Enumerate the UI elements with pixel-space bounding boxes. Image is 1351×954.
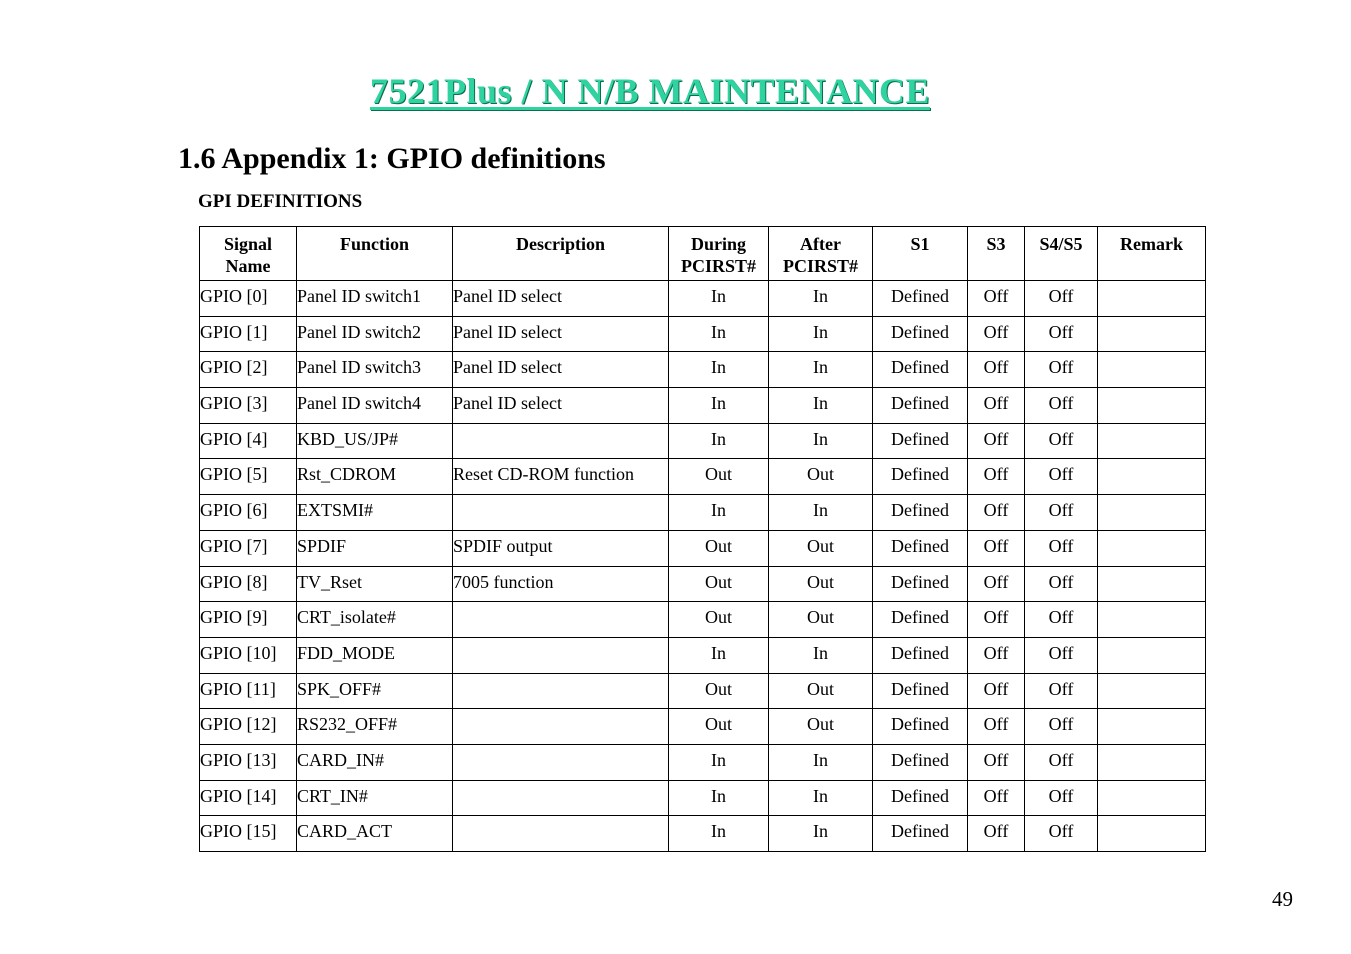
cell-signal-name: GPIO [10]	[200, 637, 297, 673]
cell-during-pcirst: In	[669, 744, 769, 780]
cell-remark	[1098, 673, 1206, 709]
cell-after-pcirst: In	[769, 780, 873, 816]
cell-description: Panel ID select	[453, 388, 669, 424]
cell-description: SPDIF output	[453, 530, 669, 566]
cell-s4-s5: Off	[1025, 673, 1098, 709]
cell-after-pcirst: In	[769, 495, 873, 531]
cell-s3: Off	[968, 495, 1025, 531]
cell-description: Panel ID select	[453, 316, 669, 352]
cell-remark	[1098, 602, 1206, 638]
cell-remark	[1098, 316, 1206, 352]
cell-signal-name: GPIO [0]	[200, 281, 297, 317]
column-header-line: Name	[225, 256, 271, 276]
cell-s4-s5: Off	[1025, 709, 1098, 745]
cell-during-pcirst: In	[669, 316, 769, 352]
cell-s1: Defined	[873, 673, 968, 709]
cell-function: Panel ID switch4	[297, 388, 453, 424]
cell-description	[453, 709, 669, 745]
cell-signal-name: GPIO [7]	[200, 530, 297, 566]
column-header-line: During	[690, 234, 746, 254]
cell-s4-s5: Off	[1025, 637, 1098, 673]
cell-description	[453, 673, 669, 709]
section-heading: 1.6 Appendix 1: GPIO definitions	[178, 142, 606, 175]
cell-s3: Off	[968, 423, 1025, 459]
cell-function: Rst_CDROM	[297, 459, 453, 495]
cell-remark	[1098, 281, 1206, 317]
column-header-line: After	[800, 234, 841, 254]
cell-signal-name: GPIO [6]	[200, 495, 297, 531]
cell-function: CARD_IN#	[297, 744, 453, 780]
cell-function: Panel ID switch1	[297, 281, 453, 317]
cell-after-pcirst: Out	[769, 530, 873, 566]
column-header-line: PCIRST#	[782, 256, 858, 276]
cell-s3: Off	[968, 780, 1025, 816]
cell-description: Reset CD-ROM function	[453, 459, 669, 495]
cell-description: Panel ID select	[453, 352, 669, 388]
cell-s1: Defined	[873, 709, 968, 745]
column-header-line: S1	[910, 234, 930, 254]
cell-during-pcirst: In	[669, 637, 769, 673]
cell-remark	[1098, 388, 1206, 424]
cell-s4-s5: Off	[1025, 495, 1098, 531]
cell-s1: Defined	[873, 423, 968, 459]
cell-description	[453, 423, 669, 459]
cell-after-pcirst: In	[769, 423, 873, 459]
cell-after-pcirst: In	[769, 816, 873, 852]
cell-s3: Off	[968, 530, 1025, 566]
cell-s4-s5: Off	[1025, 566, 1098, 602]
column-header-signal-name	[200, 227, 297, 281]
cell-after-pcirst: In	[769, 744, 873, 780]
column-header-description	[453, 227, 669, 281]
cell-s3: Off	[968, 673, 1025, 709]
cell-description	[453, 780, 669, 816]
cell-description	[453, 744, 669, 780]
cell-signal-name: GPIO [12]	[200, 709, 297, 745]
cell-s3: Off	[968, 388, 1025, 424]
cell-remark	[1098, 780, 1206, 816]
cell-function: TV_Rset	[297, 566, 453, 602]
cell-during-pcirst: Out	[669, 459, 769, 495]
cell-s1: Defined	[873, 744, 968, 780]
cell-signal-name: GPIO [13]	[200, 744, 297, 780]
table-row	[200, 637, 1206, 673]
cell-s4-s5: Off	[1025, 423, 1098, 459]
cell-remark	[1098, 530, 1206, 566]
cell-during-pcirst: In	[669, 780, 769, 816]
table-row	[200, 316, 1206, 352]
column-header-line: Signal	[223, 234, 273, 254]
cell-remark	[1098, 423, 1206, 459]
cell-remark	[1098, 744, 1206, 780]
cell-after-pcirst: Out	[769, 566, 873, 602]
cell-after-pcirst: Out	[769, 673, 873, 709]
cell-s4-s5: Off	[1025, 459, 1098, 495]
cell-function: EXTSMI#	[297, 495, 453, 531]
cell-during-pcirst: Out	[669, 709, 769, 745]
table-row	[200, 673, 1206, 709]
table-row	[200, 744, 1206, 780]
table-row	[200, 388, 1206, 424]
cell-s4-s5: Off	[1025, 744, 1098, 780]
cell-s4-s5: Off	[1025, 352, 1098, 388]
cell-during-pcirst: In	[669, 423, 769, 459]
cell-s4-s5: Off	[1025, 388, 1098, 424]
cell-function: KBD_US/JP#	[297, 423, 453, 459]
cell-after-pcirst: In	[769, 316, 873, 352]
cell-after-pcirst: In	[769, 388, 873, 424]
cell-function: Panel ID switch2	[297, 316, 453, 352]
cell-signal-name: GPIO [8]	[200, 566, 297, 602]
table-row	[200, 423, 1206, 459]
table-header-row	[200, 227, 1206, 281]
table-row	[200, 816, 1206, 852]
cell-s1: Defined	[873, 530, 968, 566]
cell-function: CRT_IN#	[297, 780, 453, 816]
cell-during-pcirst: In	[669, 816, 769, 852]
cell-remark	[1098, 637, 1206, 673]
column-header-remark	[1098, 227, 1206, 281]
cell-function: Panel ID switch3	[297, 352, 453, 388]
cell-remark	[1098, 709, 1206, 745]
cell-remark	[1098, 566, 1206, 602]
cell-function: CARD_ACT	[297, 816, 453, 852]
cell-description	[453, 495, 669, 531]
cell-during-pcirst: Out	[669, 602, 769, 638]
cell-s3: Off	[968, 744, 1025, 780]
cell-during-pcirst: In	[669, 352, 769, 388]
cell-remark	[1098, 816, 1206, 852]
cell-s1: Defined	[873, 566, 968, 602]
cell-function: SPDIF	[297, 530, 453, 566]
cell-signal-name: GPIO [15]	[200, 816, 297, 852]
cell-during-pcirst: Out	[669, 673, 769, 709]
cell-s1: Defined	[873, 352, 968, 388]
cell-s1: Defined	[873, 388, 968, 424]
document-title: 7521Plus / N N/B MAINTENANCE	[369, 71, 931, 111]
cell-after-pcirst: Out	[769, 459, 873, 495]
cell-s3: Off	[968, 816, 1025, 852]
cell-signal-name: GPIO [5]	[200, 459, 297, 495]
cell-s4-s5: Off	[1025, 780, 1098, 816]
cell-remark	[1098, 352, 1206, 388]
column-header-line: S3	[986, 234, 1006, 254]
cell-after-pcirst: Out	[769, 602, 873, 638]
cell-s4-s5: Off	[1025, 281, 1098, 317]
cell-signal-name: GPIO [9]	[200, 602, 297, 638]
cell-s3: Off	[968, 709, 1025, 745]
page-number: 49	[1272, 887, 1293, 911]
cell-s3: Off	[968, 316, 1025, 352]
column-header-line: Remark	[1120, 234, 1183, 254]
column-header-line: Description	[516, 234, 605, 254]
table-row	[200, 352, 1206, 388]
table-body	[200, 281, 1206, 852]
cell-s4-s5: Off	[1025, 602, 1098, 638]
table-row	[200, 281, 1206, 317]
cell-signal-name: GPIO [11]	[200, 673, 297, 709]
cell-remark	[1098, 459, 1206, 495]
cell-signal-name: GPIO [14]	[200, 780, 297, 816]
cell-remark	[1098, 495, 1206, 531]
cell-s4-s5: Off	[1025, 816, 1098, 852]
cell-after-pcirst: In	[769, 637, 873, 673]
cell-signal-name: GPIO [1]	[200, 316, 297, 352]
table-row	[200, 602, 1206, 638]
column-header-s1	[873, 227, 968, 281]
column-header-s3	[968, 227, 1025, 281]
cell-description	[453, 637, 669, 673]
cell-s4-s5: Off	[1025, 316, 1098, 352]
column-header-during-pcirst	[669, 227, 769, 281]
column-header-line: Function	[339, 234, 409, 254]
cell-function: RS232_OFF#	[297, 709, 453, 745]
cell-s1: Defined	[873, 281, 968, 317]
cell-signal-name: GPIO [2]	[200, 352, 297, 388]
cell-s3: Off	[968, 566, 1025, 602]
column-header-line: PCIRST#	[680, 256, 756, 276]
cell-after-pcirst: Out	[769, 709, 873, 745]
cell-description	[453, 816, 669, 852]
cell-during-pcirst: Out	[669, 530, 769, 566]
table-row	[200, 495, 1206, 531]
column-header-line: S4/S5	[1039, 234, 1083, 254]
cell-during-pcirst: In	[669, 495, 769, 531]
cell-function: SPK_OFF#	[297, 673, 453, 709]
cell-during-pcirst: In	[669, 388, 769, 424]
cell-signal-name: GPIO [4]	[200, 423, 297, 459]
cell-s1: Defined	[873, 495, 968, 531]
cell-s1: Defined	[873, 459, 968, 495]
cell-function: CRT_isolate#	[297, 602, 453, 638]
table-row	[200, 459, 1206, 495]
cell-s4-s5: Off	[1025, 530, 1098, 566]
cell-description: Panel ID select	[453, 281, 669, 317]
cell-after-pcirst: In	[769, 281, 873, 317]
cell-signal-name: GPIO [3]	[200, 388, 297, 424]
column-header-s4-s5	[1025, 227, 1098, 281]
column-header-after-pcirst	[769, 227, 873, 281]
cell-during-pcirst: In	[669, 281, 769, 317]
cell-s3: Off	[968, 602, 1025, 638]
column-header-function	[297, 227, 453, 281]
cell-s1: Defined	[873, 316, 968, 352]
table-row	[200, 780, 1206, 816]
cell-after-pcirst: In	[769, 352, 873, 388]
gpio-definitions-table	[199, 226, 1206, 852]
cell-s3: Off	[968, 352, 1025, 388]
table-row	[200, 566, 1206, 602]
cell-description: 7005 function	[453, 566, 669, 602]
cell-description	[453, 602, 669, 638]
cell-s1: Defined	[873, 637, 968, 673]
cell-s1: Defined	[873, 602, 968, 638]
cell-s3: Off	[968, 459, 1025, 495]
cell-s1: Defined	[873, 816, 968, 852]
table-subheading: GPI DEFINITIONS	[198, 191, 363, 212]
table-row	[200, 709, 1206, 745]
cell-s1: Defined	[873, 780, 968, 816]
table-row	[200, 530, 1206, 566]
cell-function: FDD_MODE	[297, 637, 453, 673]
cell-during-pcirst: Out	[669, 566, 769, 602]
cell-s3: Off	[968, 281, 1025, 317]
cell-s3: Off	[968, 637, 1025, 673]
